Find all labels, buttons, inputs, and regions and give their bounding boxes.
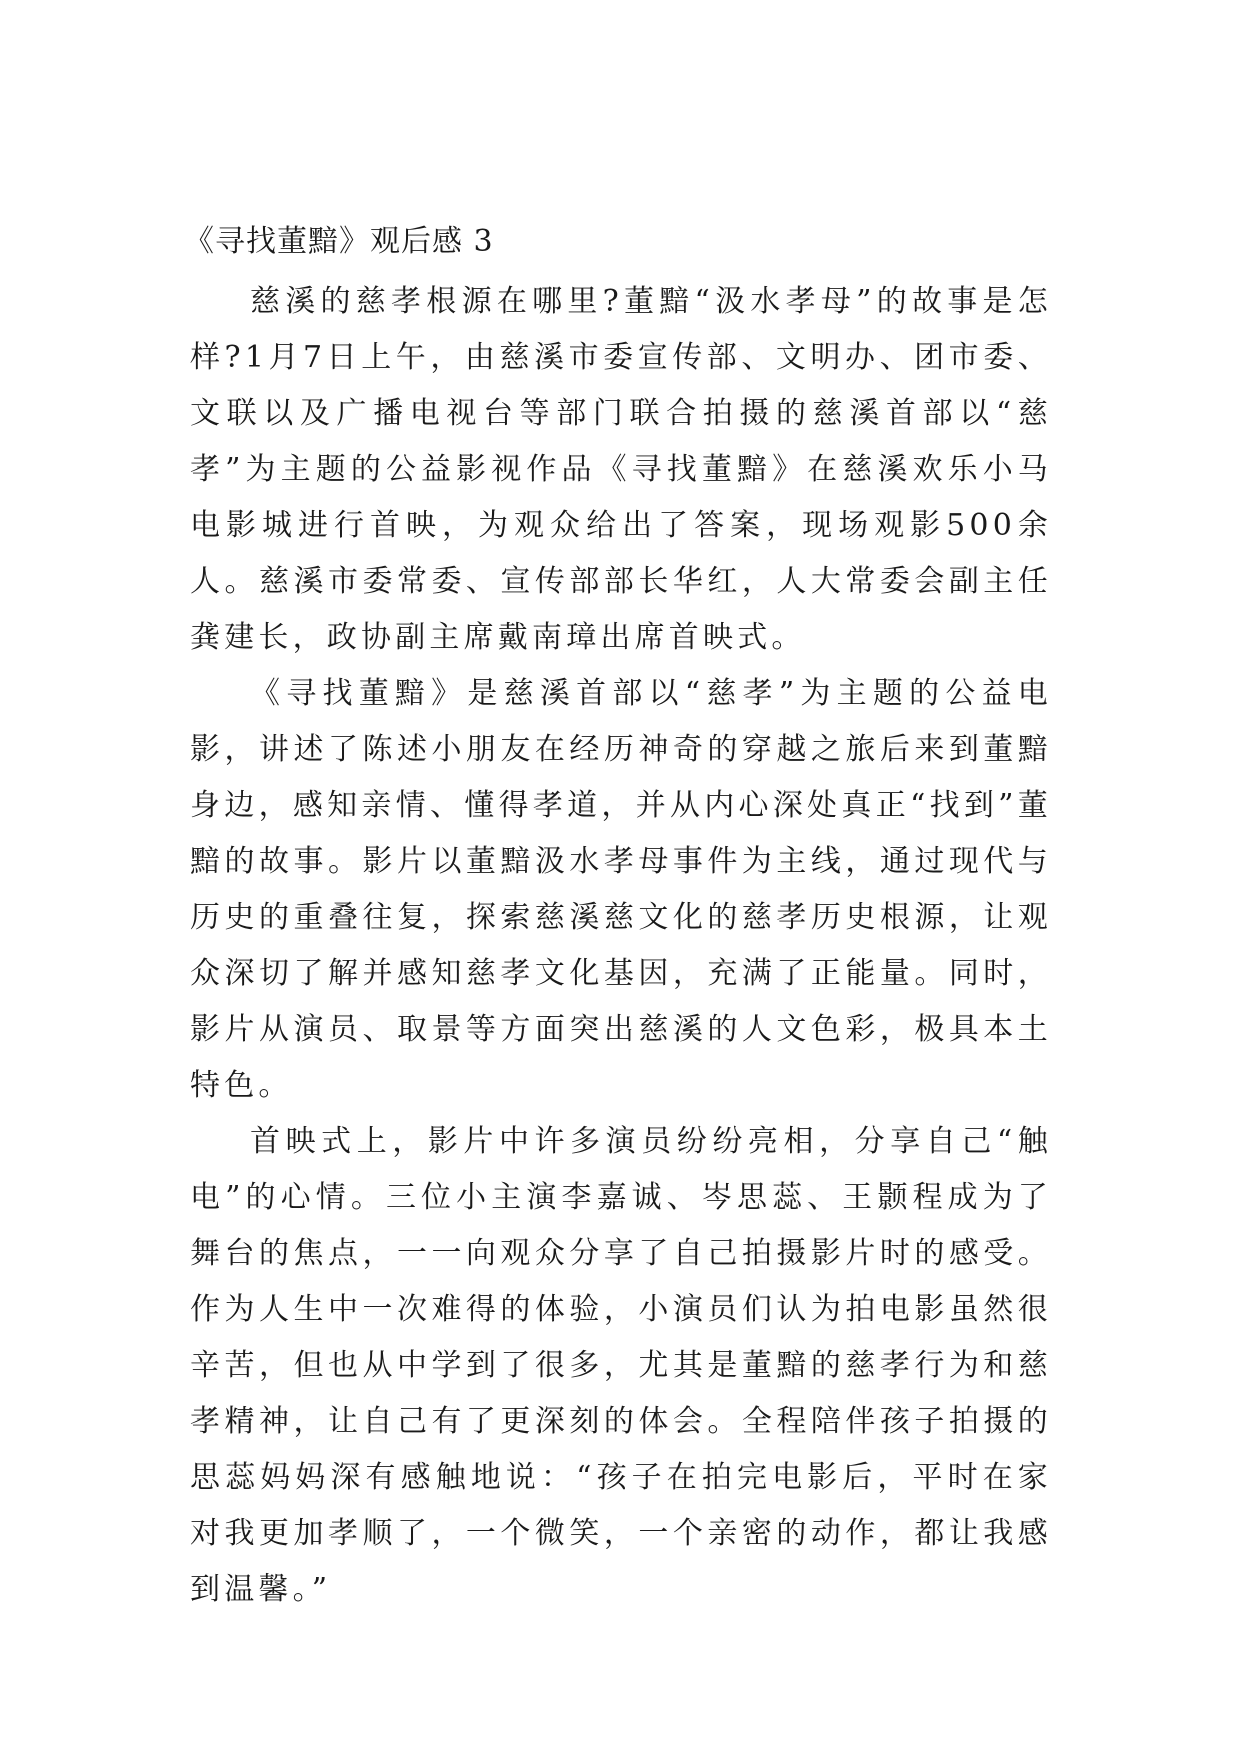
paragraph-2: 《寻找董黯》是慈溪首部以“慈孝”为主题的公益电影，讲述了陈述小朋友在经历神奇的穿越之旅后来到董黯身边，感知亲情、懂得孝道，并从内心深处真正“找到”董黯的故事。影片以董黯汲水孝母事件为主线，通过现代与历史的重叠往复，探索慈溪慈文化的慈孝历史根源，让观众深切了解并感知慈孝文化基因，充满了正能量。同时，影片从演员、取景等方面突出慈溪的人文色彩，极具本土特色。 — [190, 676, 1052, 1103]
document-body — [184, 222, 1052, 1618]
document-title: 《寻找董黯》观后感 3 — [184, 224, 494, 259]
paragraph-1: 慈溪的慈孝根源在哪里?董黯“汲水孝母”的故事是怎样?1月7日上午，由慈溪市委宣传部、文明办、团市委、文联以及广播电视台等部门联合拍摄的慈溪首部以“慈孝”为主题的公益影视作品《寻找董黯》在慈溪欢乐小马电影城进行首映，为观众给出了答案，现场观影500余人。慈溪市委常委、宣传部部长华红，人大常委会副主任龚建长，政协副主席戴南璋出席首映式。 — [190, 284, 1052, 655]
paragraph-3: 首映式上，影片中许多演员纷纷亮相，分享自己“触电”的心情。三位小主演李嘉诚、岑思蕊、王颢程成为了舞台的焦点，一一向观众分享了自己拍摄影片时的感受。作为人生中一次难得的体验，小演员们认为拍电影虽然很辛苦，但也从中学到了很多，尤其是董黯的慈孝行为和慈孝精神，让自己有了更深刻的体会。全程陪伴孩子拍摄的思蕊妈妈深有感触地说：“孩子在拍完电影后，平时在家对我更加孝顺了，一个微笑，一个亲密的动作，都让我感到温馨。” — [190, 1124, 1052, 1607]
